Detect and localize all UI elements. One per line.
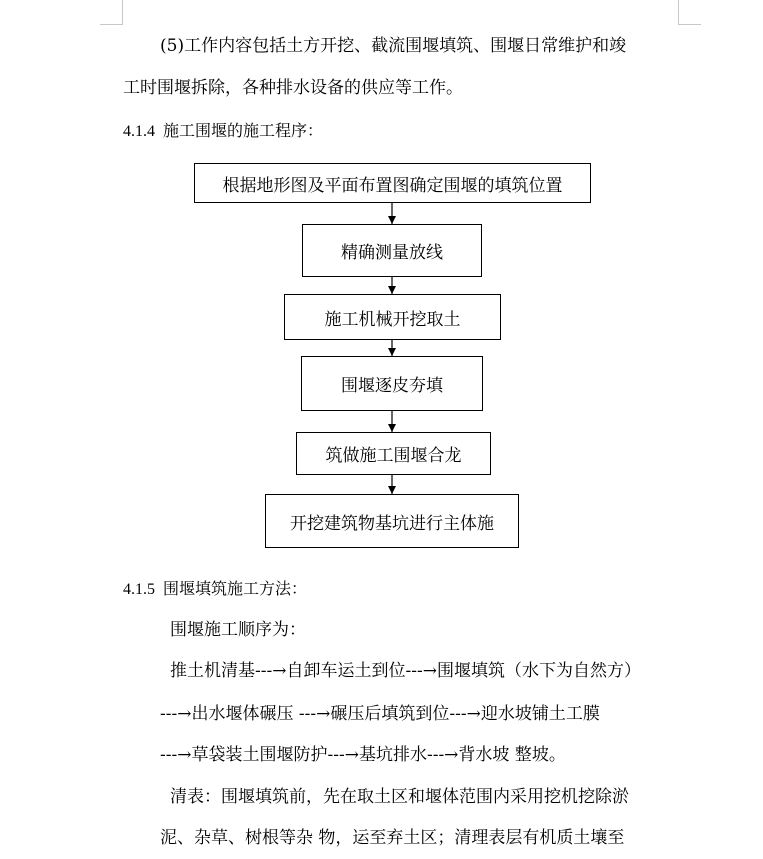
sequence-line: ---→出水堰体碾压 ---→碾压后填筑到位---→迎水坡铺土工膜: [160, 704, 600, 724]
section-title: 施工围堰的施工程序：: [163, 121, 324, 140]
flow-arrowhead: [388, 348, 396, 356]
section-heading-4-1-5: [123, 577, 307, 602]
flow-arrowhead: [388, 486, 396, 494]
paragraph-line: 工时围堰拆除，各种排水设备的供应等工作。: [123, 78, 463, 98]
section-number: 4.1.5: [123, 581, 155, 598]
sequence-line: 推土机清基---→自卸车运土到位---→围堰填筑（水下为自然方）: [170, 661, 641, 681]
flow-arrowhead: [388, 424, 396, 432]
flow-arrowhead: [388, 216, 396, 224]
flow-step-1: 根据地形图及平面布置图确定围堰的填筑位置: [194, 163, 591, 203]
flow-step-3: 施工机械开挖取土: [284, 294, 501, 340]
flow-step-2: 精确测量放线: [302, 224, 482, 277]
flow-step-6: 开挖建筑物基坑进行主体施: [265, 494, 519, 548]
paragraph-line: 泥、杂草、树根等杂 物，运至弃土区；清理表层有机质土壤至: [160, 828, 625, 848]
flow-step-5: 筑做施工围堰合龙: [296, 432, 491, 475]
section-number: 4.1.4: [123, 123, 155, 140]
paragraph-line: 围堰施工顺序为：: [170, 620, 306, 640]
sequence-line: ---→草袋装土围堰防护---→基坑排水---→背水坡 整坡。: [160, 745, 566, 765]
paragraph-line: 清表：围堰填筑前，先在取土区和堰体范围内采用挖机挖除淤: [170, 787, 629, 807]
section-title: 围堰填筑施工方法：: [163, 579, 308, 598]
paragraph-line: (5)工作内容包括土方开挖、截流围堰填筑、围堰日常维护和竣: [160, 36, 627, 56]
flow-step-4: 围堰逐皮夯填: [301, 356, 483, 411]
flow-arrowhead: [388, 286, 396, 294]
